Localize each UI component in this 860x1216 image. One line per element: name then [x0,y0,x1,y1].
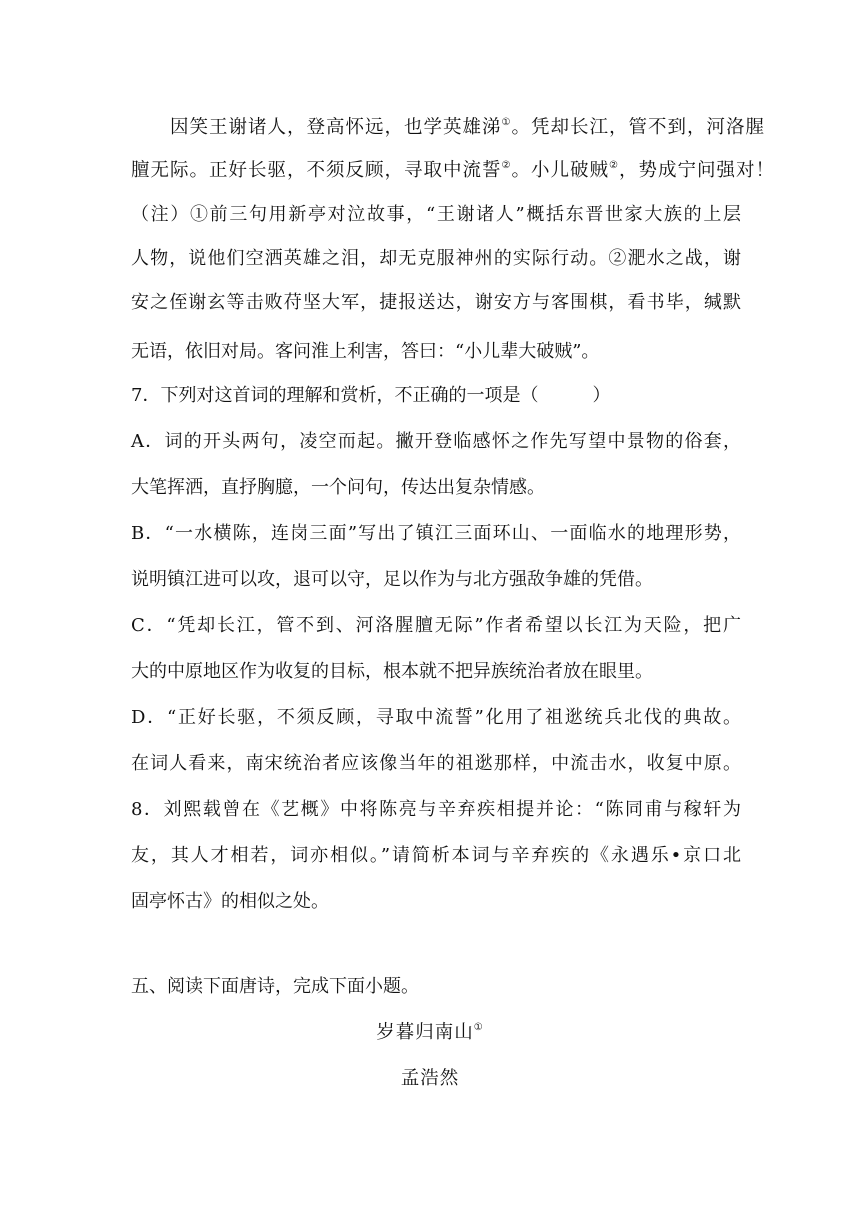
option-a-line-2: 大笔挥洒，直抒胸臆，一个问句，传达出复杂情感。 [131,477,545,498]
option-b-line-1: B．“一水横陈，连岗三面”写出了镇江三面环山、一面临水的地理形势， [131,523,741,544]
option-b-line-2: 说明镇江进可以攻，退可以守，足以作为与北方强敌争雄的凭借。 [131,569,653,590]
question-7-stem: 7．下列对这首词的理解和赏析，不正确的一项是（ ） [131,385,611,406]
annotation-line-1: （注）①前三句用新亭对泣故事，“王谢诸人”概括东晋世家大族的上层 [131,204,741,225]
option-a-line-1: A．词的开头两句，凌空而起。撇开登临感怀之作先写望中景物的俗套， [131,431,741,452]
option-d-line-1: D．“正好长驱，不须反顾，寻取中流誓”化用了祖逖统兵北伐的典故。 [131,707,741,728]
option-c-line-1: C．“凭却长江，管不到、河洛腥膻无际”作者希望以长江为天险，把广 [131,615,741,636]
question-8-line-2: 友，其人才相若，词亦相似。”请简析本词与辛弃疾的《永遇乐•京口北 [131,845,741,866]
annotation-line-4: 无语，依旧对局。客问淮上利害，答曰：“小儿辈大破贼”。 [131,341,600,362]
option-c-line-2: 大的中原地区作为收复的目标，根本就不把异族统治者放在眼里。 [131,661,653,682]
poem-line-1: 因笑王谢诸人，登高怀远，也学英雄涕①。凭却长江，管不到，河洛腥 [131,117,765,138]
footnote-mark: ① [501,117,512,128]
footnote-mark: ② [501,160,512,171]
option-d-line-2: 在词人看来，南宋统治者应该像当年的祖逖那样，中流击水，收复中原。 [131,753,741,774]
poem-author: 孟浩然 [400,1068,460,1089]
question-8-line-3: 固亭怀古》的相似之处。 [131,891,329,912]
poem-title: 岁暮归南山① [376,1022,484,1043]
annotation-line-2: 人物，说他们空洒英雄之泪，却无克服神州的实际行动。②淝水之战，谢 [131,248,741,269]
annotation-line-3: 安之侄谢玄等击败苻坚大军，捷报送达，谢安方与客围棋，看书毕，缄默 [131,292,741,313]
footnote-mark: ① [473,1022,484,1033]
poem-line-2: 膻无际。正好长驱，不须反顾，寻取中流誓②。小儿破贼②，势成宁问强对！ [131,160,775,181]
question-8-line-1: 8．刘熙载曾在《艺概》中将陈亮与辛弃疾相提并论：“陈同甫与稼轩为 [131,799,741,820]
section-5-heading: 五、阅读下面唐诗，完成下面小题。 [131,976,419,997]
footnote-mark: ② [609,160,619,171]
